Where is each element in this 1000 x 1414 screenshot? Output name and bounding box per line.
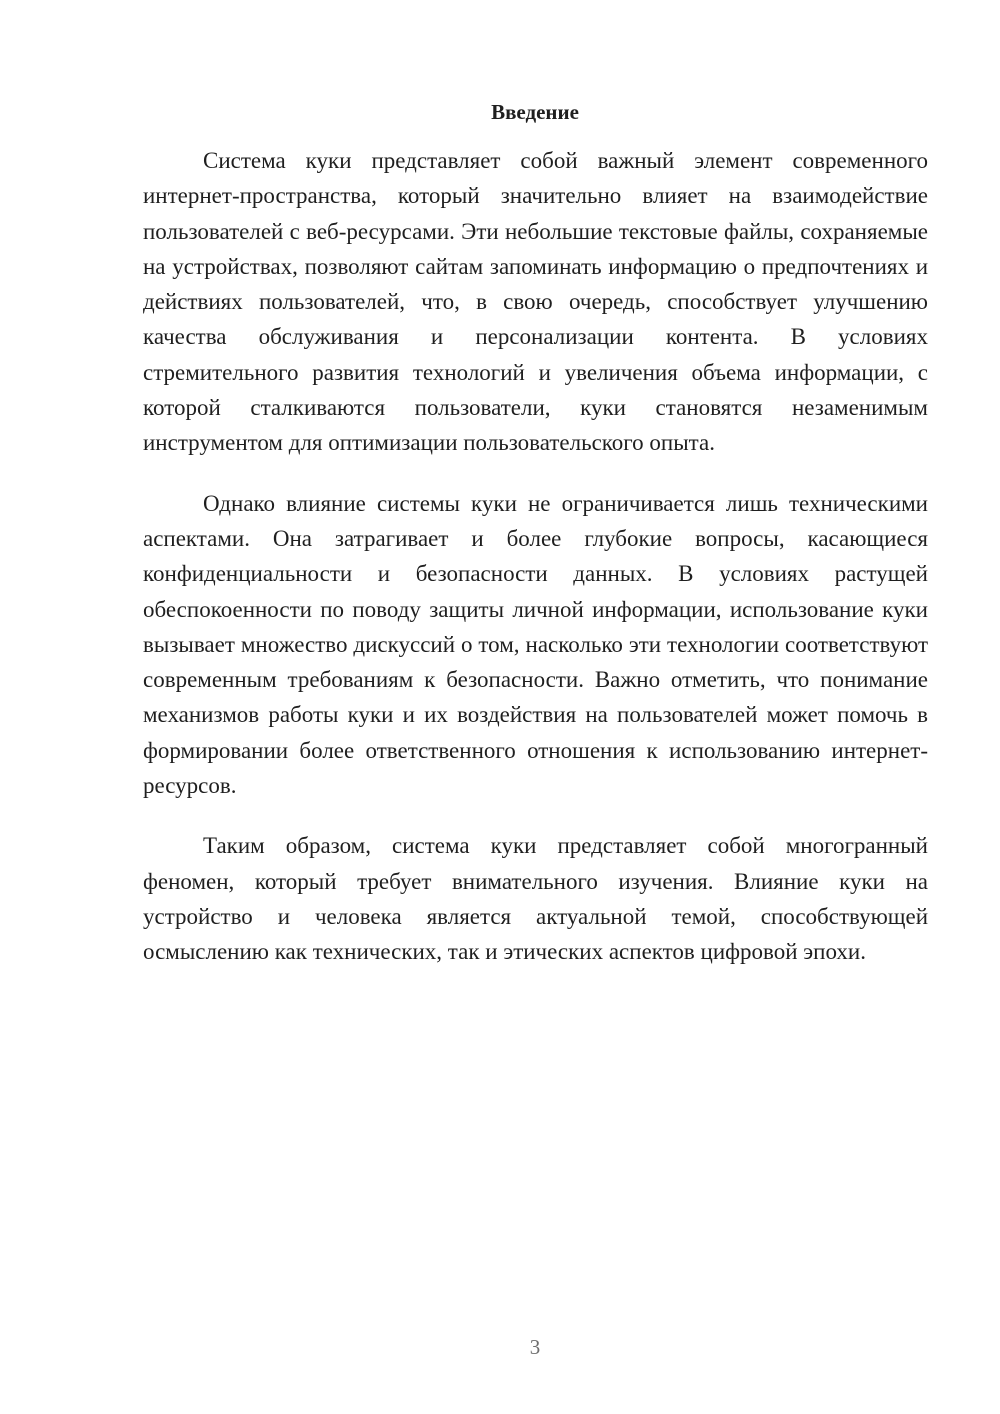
page-number: 3	[529, 1335, 541, 1359]
body-text	[143, 143, 928, 995]
paragraph-2: Однако влияние системы куки не ограничивается лишь техническими аспектами. Она затрагивает и более глубокие вопросы, касающиеся конфиденциальности и безопасности данных. В условиях растущей обеспокоенности по поводу защиты личной информации, использование куки вызывает множество дискуссий о том, насколько эти технологии соответствуют современным требованиям к безопасности. Важно отметить, что понимание механизмов работы куки и их воздействия на пользователей может помочь в формировании более ответственного отношения к использованию интернет-ресурсов.	[143, 490, 928, 799]
paragraph-3: Таким образом, система куки представляет собой многогранный феномен, который требует внимательного изучения. Влияние куки на устройство и человека является актуальной темой, способствующей осмыслению как технических, так и этических аспектов цифровой эпохи.	[143, 833, 928, 965]
paragraph-1: Система куки представляет собой важный элемент современного интернет-пространства, который значительно влияет на взаимодействие пользователей с веб-ресурсами. Эти небольшие текстовые файлы, сохраняемые на устройствах, позволяют сайтам запоминать информацию о предпочтениях и действиях пользователей, что, в свою очередь, способствует улучшению качества обслуживания и персонализации контента. В условиях стремительного развития технологий и увеличения объема информации, с которой сталкиваются пользователи, куки становятся незаменимым инструментом для оптимизации пользовательского опыта.	[143, 148, 928, 456]
section-heading: Введение	[491, 100, 579, 124]
